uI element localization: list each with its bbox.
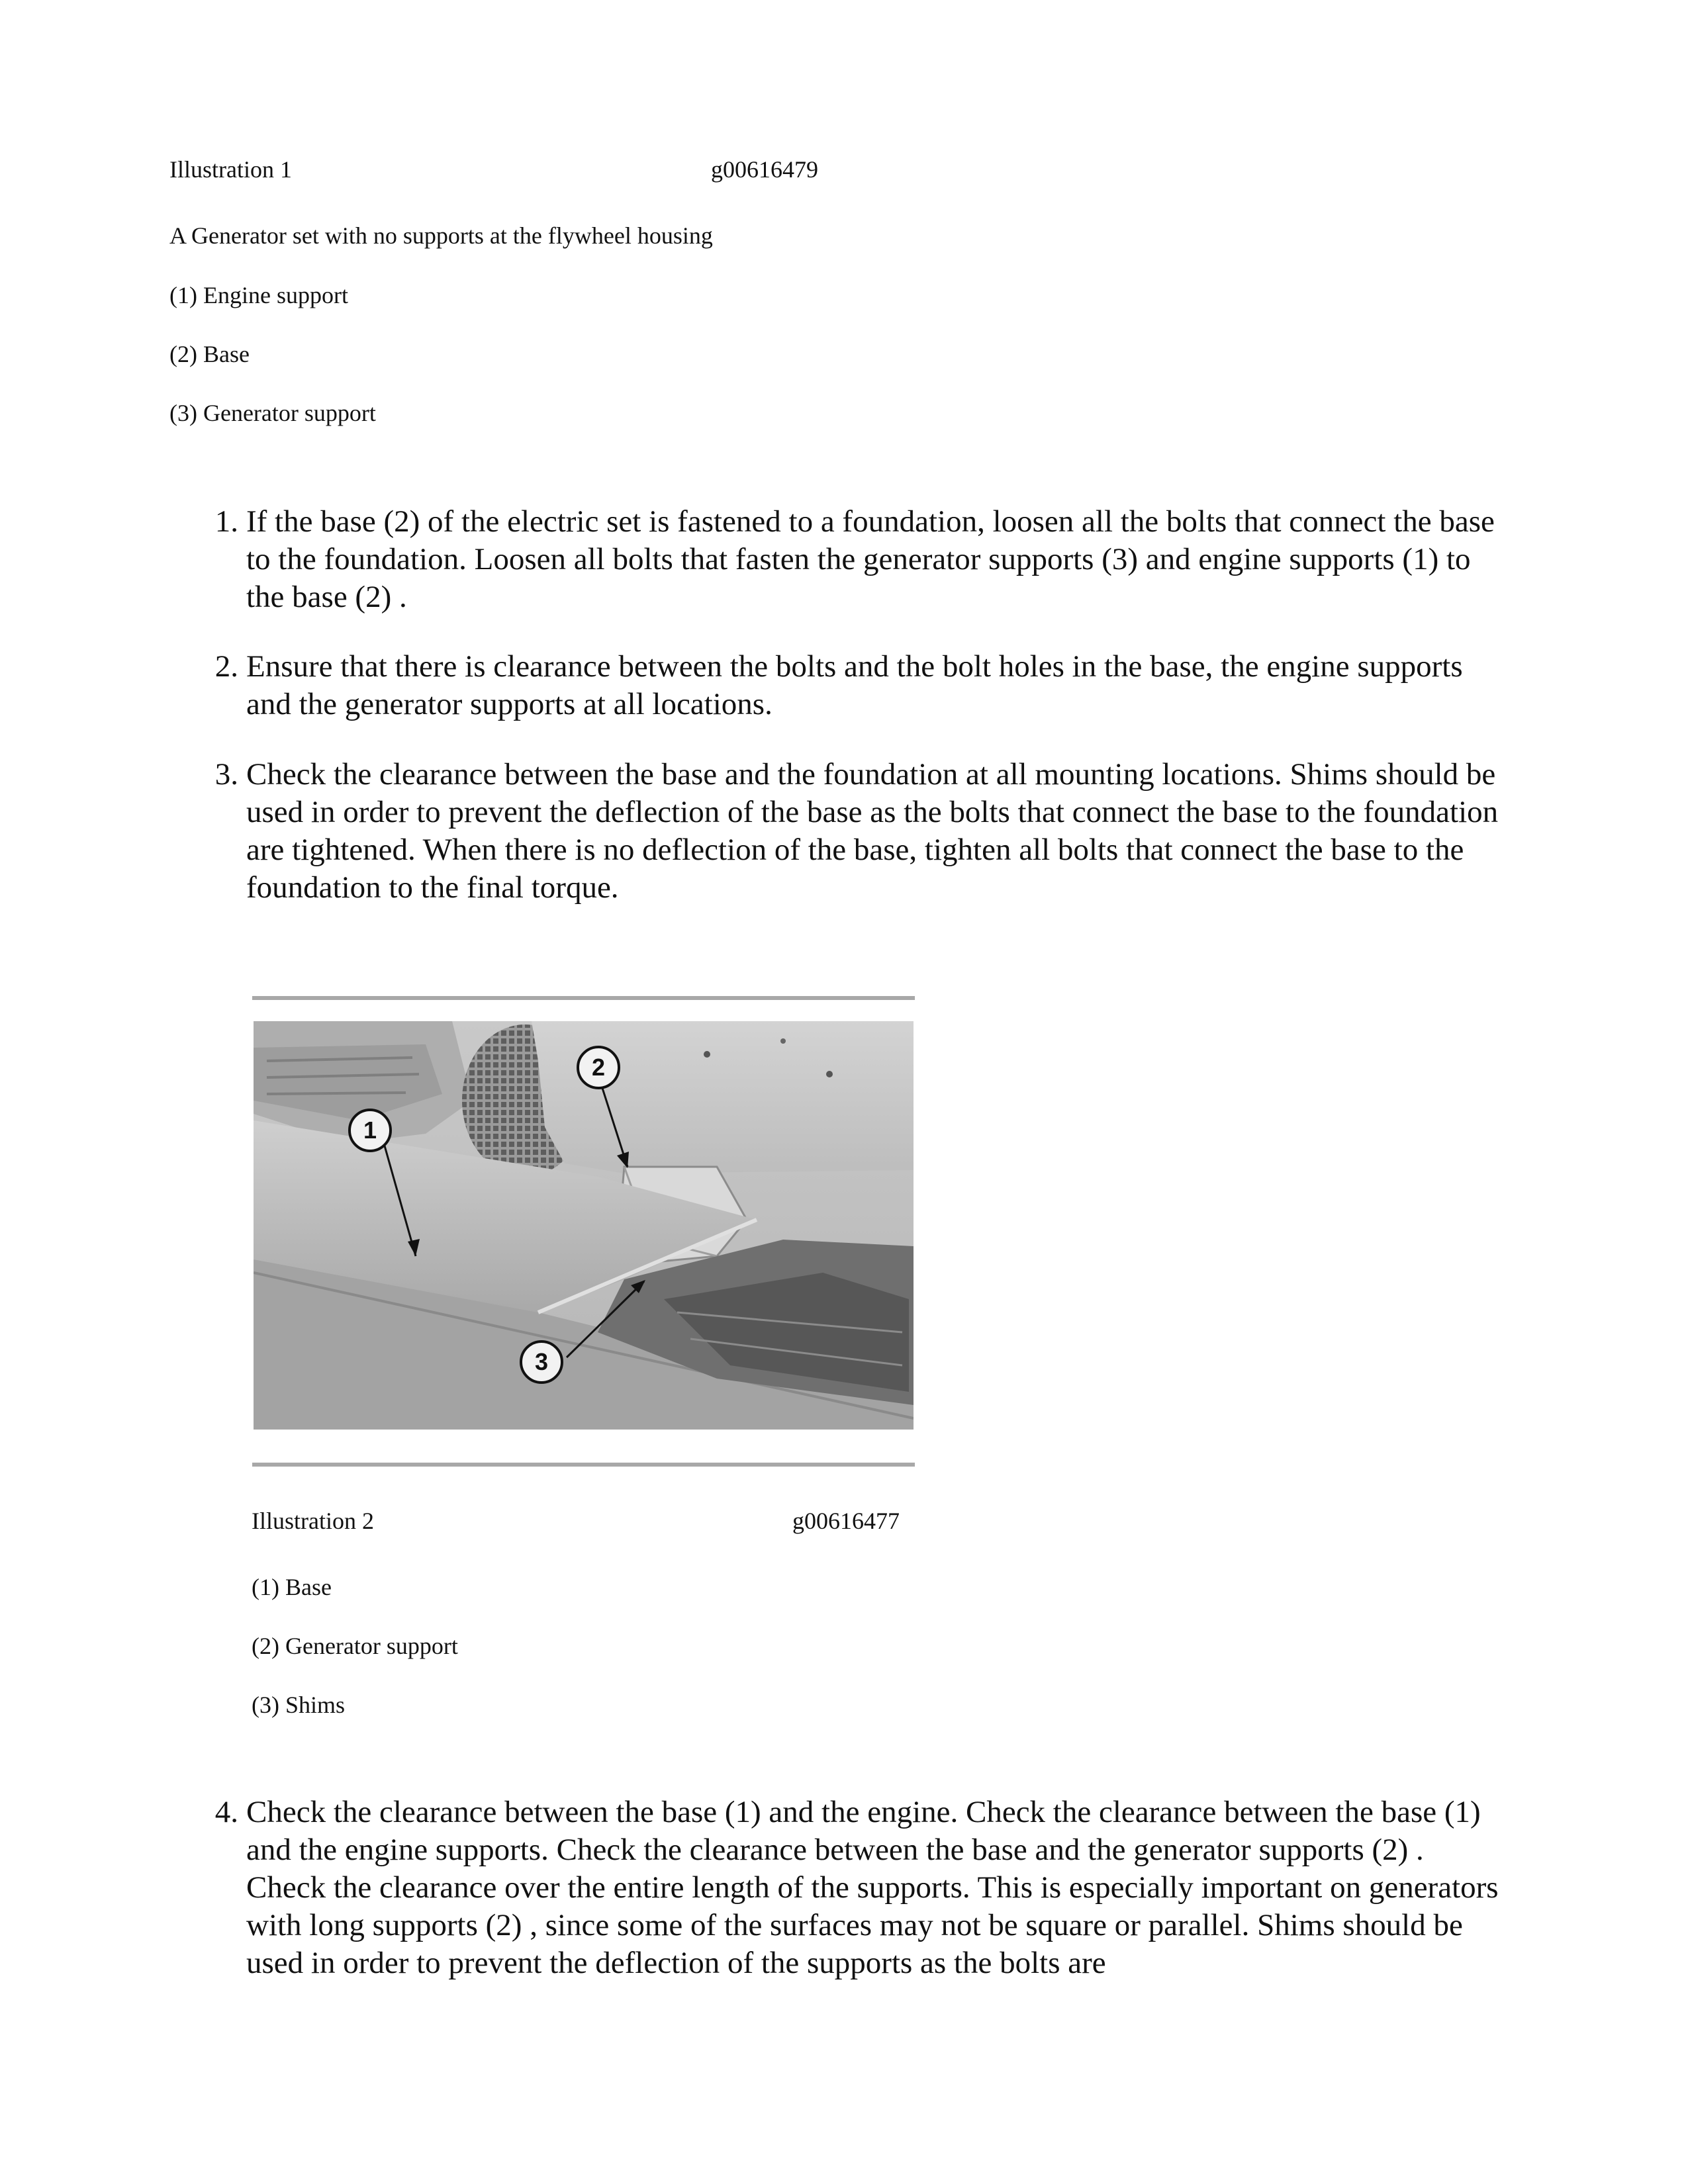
illustration-1-part-2: (2) Base <box>169 341 250 367</box>
step-4-text: Check the clearance between the base (1) and the engine. Check the clearance between the base (1) and the engine supports. Check the clearance between the base and the generator supports (2) . Check the clearance over the entire length of the supports. This is especially important on generators with long supports (2) , since some of the surfaces may not be square or parallel. Shims should be used in order to prevent the deflection of the supports as the bolts are <box>246 1795 1499 1980</box>
illustration-2-label: Illustration 2 <box>252 1508 374 1534</box>
illustration-1-part-3: (3) Generator support <box>169 400 376 426</box>
illustration-1-code: g00616479 <box>711 156 818 183</box>
step-3-text: Check the clearance between the base and the foundation at all mounting locations. Shims should be used in order to prevent the deflection of the base as the bolts that connect the base to the foundation are tightened. When there is no deflection of the base, tighten all bolts that connect the base to the foundation to the final torque. <box>246 757 1499 905</box>
step-3 <box>214 756 1511 907</box>
callout-2 <box>577 1046 620 1089</box>
step-1-text: If the base (2) of the electric set is fastened to a foundation, loosen all the bolts that connect the base to the foundation. Loosen all bolts that fasten the generator supports (3) and engine supports (1) to the base (2) . <box>246 504 1495 614</box>
illustration-1-part-1: (1) Engine support <box>169 282 348 308</box>
callout-2-label: 2 <box>591 1054 606 1081</box>
illustration-2-part-1: (1) Base <box>252 1574 332 1600</box>
step-2 <box>214 648 1504 723</box>
step-4-number: 4. <box>214 1795 238 1829</box>
step-1 <box>214 503 1504 616</box>
step-1-number: 1. <box>214 504 238 539</box>
callout-1 <box>348 1109 392 1152</box>
illustration-2-part-2: (2) Generator support <box>252 1633 458 1659</box>
step-3-number: 3. <box>214 757 238 792</box>
step-4 <box>214 1794 1504 1982</box>
illustration-2-part-3: (3) Shims <box>252 1692 346 1718</box>
callout-3 <box>520 1340 563 1384</box>
illustration-1-caption: A Generator set with no supports at the flywheel housing <box>169 222 713 249</box>
figure-bottom-rule <box>252 1463 915 1467</box>
step-2-text: Ensure that there is clearance between the bolts and the bolt holes in the base, the engine supports and the generator supports at all locations. <box>246 649 1463 721</box>
step-2-number: 2. <box>214 649 238 684</box>
illustration-2-code: g00616477 <box>792 1508 900 1534</box>
callout-3-label: 3 <box>534 1348 549 1375</box>
figure-top-rule <box>252 996 915 1000</box>
callout-1-label: 1 <box>363 1116 377 1144</box>
illustration-1-label: Illustration 1 <box>169 156 292 183</box>
